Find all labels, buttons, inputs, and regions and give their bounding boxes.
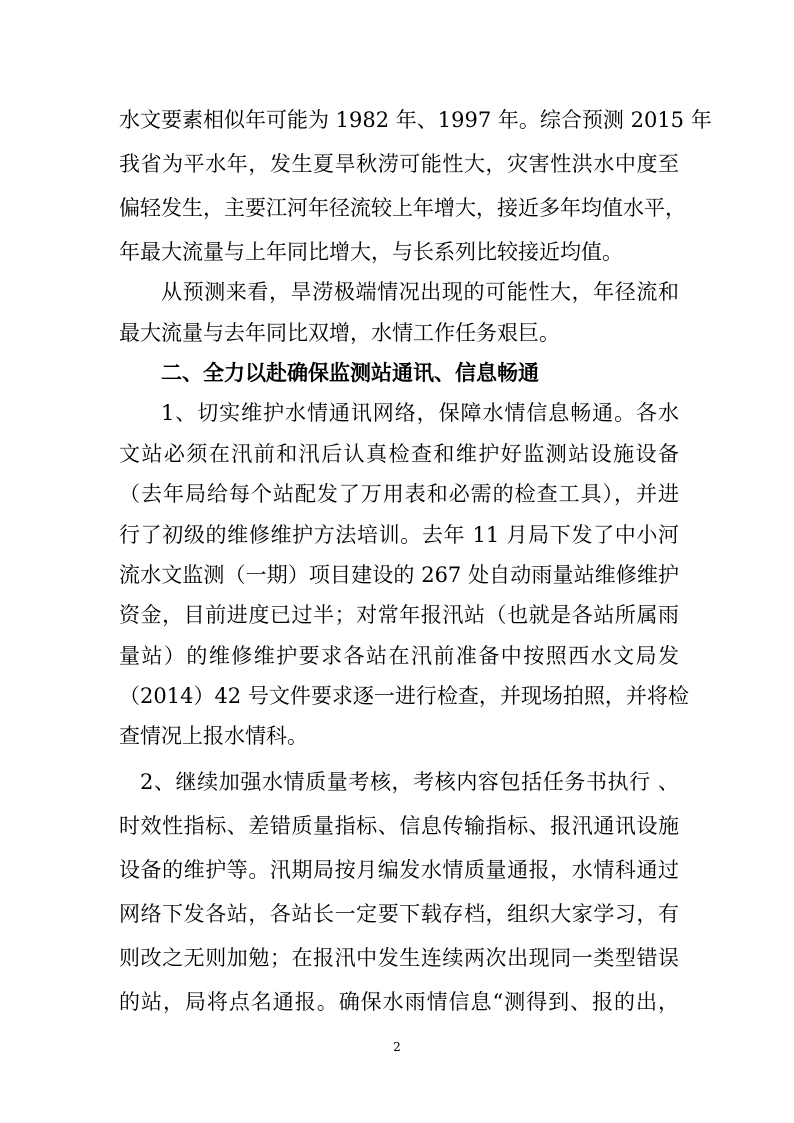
paragraph-line: 1、切实维护水情通讯网络，保障水情信息畅通。各水 xyxy=(161,401,679,425)
paragraph-line: 行了初级的维修维护方法培训。去年 11 月局下发了中小河 xyxy=(119,523,679,547)
paragraph-line: 设备的维护等。汛期局按月编发水情质量通报，水情科通过 xyxy=(119,858,679,882)
paragraph-line: 从预测来看，旱涝极端情况出现的可能性大，年径流和 xyxy=(161,280,679,304)
paragraph-line: 年最大流量与上年同比增大，与长系列比较接近均值。 xyxy=(119,240,623,264)
paragraph-line: （2014）42 号文件要求逐一进行检查，并现场拍照，并将检 xyxy=(119,684,689,708)
paragraph-line: 流水文监测（一期）项目建设的 267 处自动雨量站维修维护 xyxy=(119,563,679,587)
paragraph-line: 的站，局将点名通报。确保水雨情信息“测得到、报的出， xyxy=(119,990,679,1014)
paragraph-line: 时效性指标、差错质量指标、信息传输指标、报汛通讯设施 xyxy=(119,814,679,838)
paragraph-line: 文站必须在汛前和汛后认真检查和维护好监测站设施设备 xyxy=(119,442,679,466)
paragraph-line: 偏轻发生，主要江河年径流较上年增大，接近多年均值水平， xyxy=(119,196,686,220)
page-number: 2 xyxy=(393,1040,401,1054)
paragraph-line: 2、继续加强水情质量考核，考核内容包括任务书执行 、 xyxy=(140,770,679,794)
section-heading: 二、全力以赴确保监测站通讯、信息畅通 xyxy=(161,360,539,385)
paragraph-line: 资金，目前进度已过半；对常年报汛站（也就是各站所属雨 xyxy=(119,603,679,627)
paragraph-line: 网络下发各站，各站长一定要下载存档，组织大家学习，有 xyxy=(119,902,679,926)
paragraph-line: 水文要素相似年可能为 1982 年、1997 年。综合预测 2015 年 xyxy=(119,108,712,132)
paragraph-line: 量站）的维修维护要求各站在汛前准备中按照西水文局发 xyxy=(119,644,679,668)
paragraph-line: （去年局给每个站配发了万用表和必需的检查工具），并进 xyxy=(119,482,679,506)
paragraph-line: 则改之无则加勉；在报汛中发生连续两次出现同一类型错误 xyxy=(119,946,679,970)
paragraph-line: 最大流量与去年同比双增，水情工作任务艰巨。 xyxy=(119,321,560,345)
paragraph-line: 我省为平水年，发生夏旱秋涝可能性大，灾害性洪水中度至 xyxy=(119,152,679,176)
paragraph-line: 查情况上报水情科。 xyxy=(119,724,308,748)
